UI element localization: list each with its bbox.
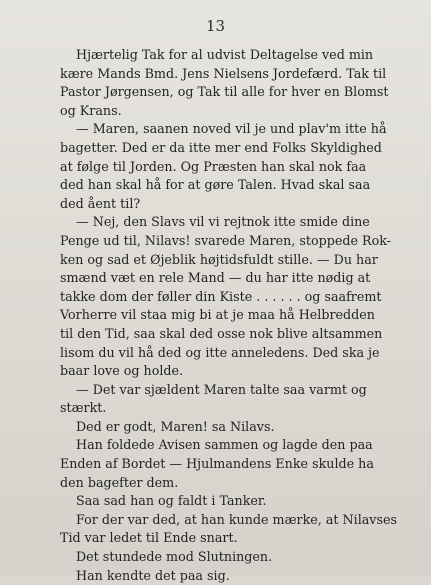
text-line: — Nej, den Slavs vil vi rejtnok itte smide dine	[76, 214, 370, 230]
text-line: Pastor Jørgensen, og Tak til alle for hver en Blomst	[60, 84, 389, 100]
text-line: baar love og holde.	[60, 363, 184, 379]
paragraph	[60, 418, 406, 437]
text-line: — Maren, saanen noved vil je und plav'm itte hå	[76, 121, 387, 137]
text-line: smænd væt en rele Mand — du har itte nødig at	[60, 270, 371, 286]
text-line: kære Mands Bmd. Jens Nielsens Jordefærd. Tak til	[60, 65, 387, 81]
paragraph	[60, 567, 406, 585]
text-line: Vorherre vil staa mig bi at je maa hå Helbredden	[60, 307, 375, 323]
text-line: ded åent til?	[60, 195, 141, 211]
paragraph	[60, 548, 406, 567]
paragraph	[60, 436, 406, 492]
paragraph	[60, 120, 406, 213]
text-line: Ded er godt, Maren! sa Nilavs.	[76, 418, 275, 434]
text-line: Han foldede Avisen sammen og lagde den paa	[76, 437, 373, 453]
paragraph	[60, 511, 406, 548]
paragraph	[60, 213, 406, 380]
text-line: stærkt.	[60, 400, 107, 416]
page-text	[60, 46, 406, 585]
text-line: den bagefter dem.	[60, 474, 179, 490]
text-line: ken og sad et Øjeblik højtidsfuldt stille. — Du har	[60, 251, 378, 267]
text-line: takke dom der føller din Kiste . . . . . . og saafremt	[60, 288, 382, 304]
text-line: — Det var sjældent Maren talte saa varmt og	[76, 381, 367, 397]
page-number: 13	[205, 17, 226, 35]
text-line: Penge ud til, Nilavs! svarede Maren, stoppede Rok-	[60, 232, 391, 248]
text-line: Saa sad han og faldt i Tanker.	[76, 493, 267, 509]
paragraph	[60, 381, 406, 418]
paragraph	[60, 46, 406, 120]
text-line: Han kendte det paa sig.	[76, 567, 230, 583]
text-line: Hjærtelig Tak for al udvist Deltagelse ved min	[76, 47, 374, 62]
text-line: lisom du vil hå ded og itte anneledens. Ded ska je	[60, 344, 380, 360]
text-line: Enden af Bordet — Hjulmandens Enke skulde ha	[60, 456, 374, 472]
text-line: at følge til Jorden. Og Præsten han skal nok faa	[60, 158, 367, 174]
text-line: bagetter. Ded er da itte mer end Folks Skyldighed	[60, 139, 382, 155]
text-line: For der var ded, at han kunde mærke, at Nilavses	[76, 511, 398, 527]
text-line: ded han skal hå for at gøre Talen. Hvad skal saa	[60, 177, 371, 193]
text-line: og Krans.	[60, 102, 122, 118]
paragraph	[60, 492, 406, 511]
text-line: Tid var ledet til Ende snart.	[60, 530, 238, 546]
text-line: til den Tid, saa skal ded osse nok blive altsammen	[60, 325, 383, 341]
text-line: Det stundede mod Slutningen.	[76, 549, 273, 565]
